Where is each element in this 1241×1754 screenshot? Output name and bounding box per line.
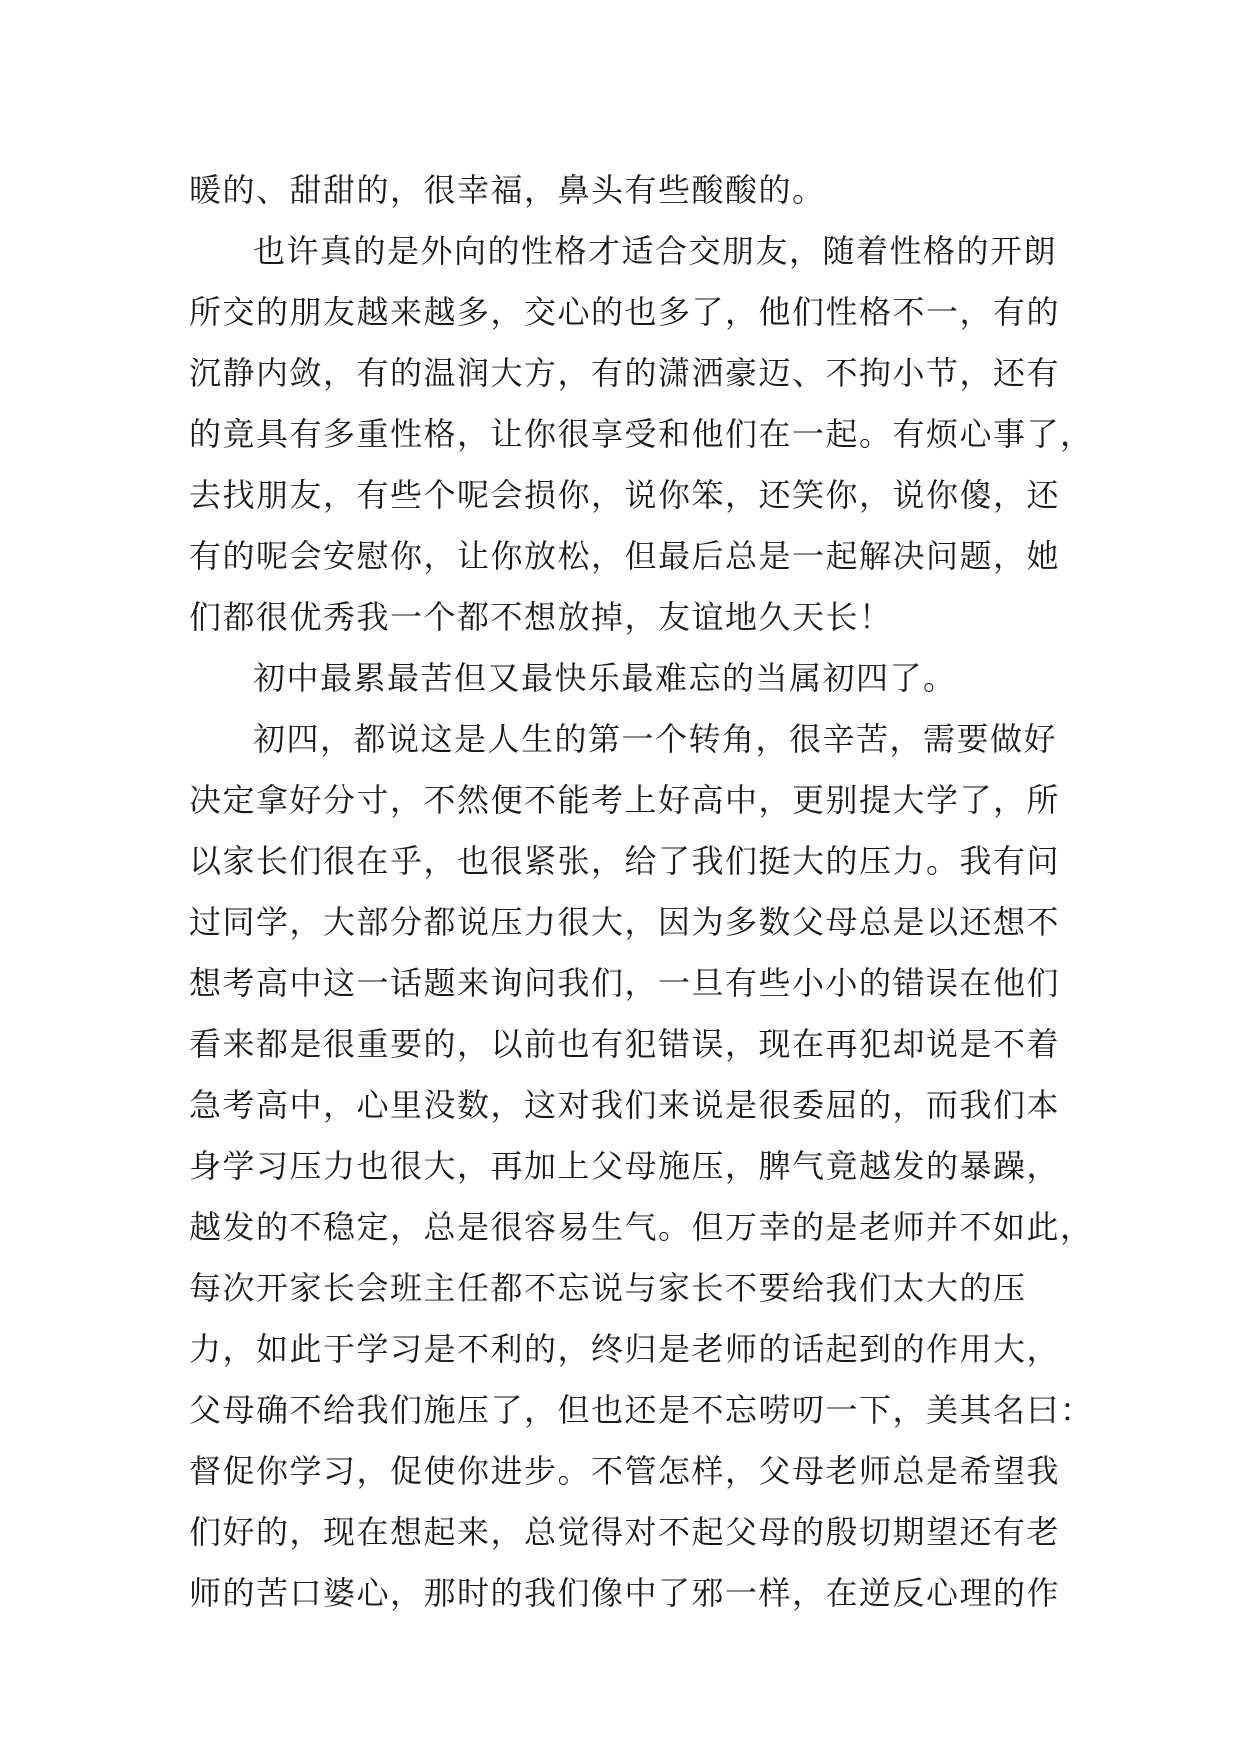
text-line: 暖的、甜甜的，很幸福，鼻头有些酸酸的。 [189, 171, 826, 209]
text-line: 也许真的是外向的性格才适合交朋友，随着性格的开朗 [253, 232, 1058, 270]
text-line: 的竟具有多重性格，让你很享受和他们在一起。有烦心事了， [189, 415, 1094, 453]
text-line: 们好的，现在想起来，总觉得对不起父母的殷切期望还有老 [189, 1513, 1061, 1551]
text-line: 急考高中，心里没数，这对我们来说是很委屈的，而我们本 [189, 1086, 1061, 1124]
text-line: 督促你学习，促使你进步。不管怎样，父母老师总是希望我 [189, 1452, 1061, 1490]
text-line: 初中最累最苦但又最快乐最难忘的当属初四了。 [253, 659, 957, 697]
text-line: 所交的朋友越来越多，交心的也多了，他们性格不一，有的 [189, 293, 1061, 331]
text-line: 有的呢会安慰你，让你放松，但最后总是一起解决问题，她 [189, 537, 1061, 575]
text-line: 每次开家长会班主任都不忘说与家长不要给我们太大的压 [189, 1269, 1027, 1307]
text-line: 决定拿好分寸，不然便不能考上好高中，更别提大学了，所 [189, 781, 1061, 819]
body-text [189, 160, 1094, 1624]
text-line: 去找朋友，有些个呢会损你，说你笨，还笑你，说你傻，还 [189, 476, 1061, 514]
text-line: 想考高中这一话题来询问我们，一旦有些小小的错误在他们 [189, 964, 1061, 1002]
text-line: 们都很优秀我一个都不想放掉，友谊地久天长！ [189, 598, 893, 636]
text-line: 看来都是很重要的，以前也有犯错误，现在再犯却说是不着 [189, 1025, 1061, 1063]
text-line: 力，如此于学习是不利的，终归是老师的话起到的作用大， [189, 1330, 1061, 1368]
text-line: 师的苦口婆心，那时的我们像中了邪一样，在逆反心理的作 [189, 1574, 1061, 1612]
text-line: 父母确不给我们施压了，但也还是不忘唠叨一下，美其名曰： [189, 1391, 1094, 1429]
text-line: 越发的不稳定，总是很容易生气。但万幸的是老师并不如此， [189, 1208, 1094, 1246]
text-line: 过同学，大部分都说压力很大，因为多数父母总是以还想不 [189, 903, 1061, 941]
text-line: 以家长们很在乎，也很紧张，给了我们挺大的压力。我有问 [189, 842, 1061, 880]
text-line: 初四，都说这是人生的第一个转角，很辛苦，需要做好 [253, 720, 1058, 758]
text-line: 身学习压力也很大，再加上父母施压，脾气竟越发的暴躁， [189, 1147, 1061, 1185]
text-line: 沉静内敛，有的温润大方，有的潇洒豪迈、不拘小节，还有 [189, 354, 1061, 392]
